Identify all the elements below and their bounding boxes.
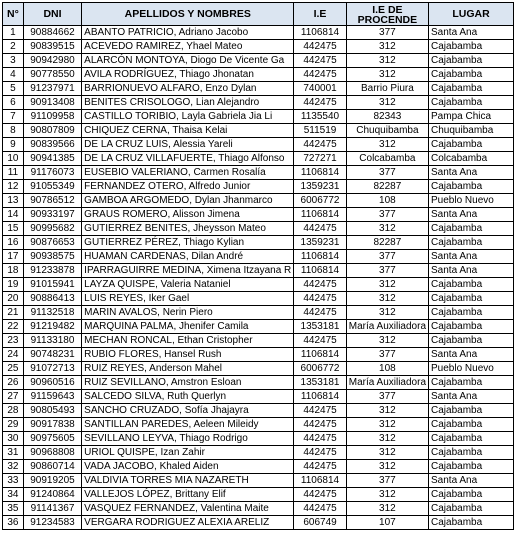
row-number-cell: 21 xyxy=(3,306,24,320)
row-number-cell: 3 xyxy=(3,54,24,68)
ie-procedencia-cell: 108 xyxy=(346,194,428,208)
name-cell: DE LA CRUZ LUIS, Alessia Yareli xyxy=(82,138,294,152)
lugar-cell: Santa Ana xyxy=(429,264,514,278)
ie-procedencia-cell: 108 xyxy=(346,362,428,376)
table-row xyxy=(3,474,514,488)
table-row xyxy=(3,124,514,138)
name-cell: VALLEJOS LÓPEZ, Brittany Elif xyxy=(82,488,294,502)
ie-procedencia-cell: 377 xyxy=(346,474,428,488)
ie-cell: 442475 xyxy=(294,96,346,110)
dni-cell: 90807809 xyxy=(23,124,81,138)
row-number-cell: 33 xyxy=(3,474,24,488)
dni-cell: 91237971 xyxy=(23,82,81,96)
dni-cell: 90938575 xyxy=(23,250,81,264)
table-row xyxy=(3,362,514,376)
lugar-cell: Cajabamba xyxy=(429,306,514,320)
name-cell: EUSEBIO VALERIANO, Carmen Rosalía xyxy=(82,166,294,180)
row-number-cell: 19 xyxy=(3,278,24,292)
header-row xyxy=(3,3,514,26)
row-number-cell: 17 xyxy=(3,250,24,264)
name-cell: GUTIERREZ BENITES, Jheysson Mateo xyxy=(82,222,294,236)
name-cell: VADA JACOBO, Khaled Aiden xyxy=(82,460,294,474)
table-row xyxy=(3,432,514,446)
ie-cell: 1106814 xyxy=(294,166,346,180)
lugar-cell: Cajabamba xyxy=(429,96,514,110)
name-cell: BARRIONUEVO ALFARO, Enzo Dylan xyxy=(82,82,294,96)
ie-procedencia-cell: 312 xyxy=(346,446,428,460)
dni-cell: 90917838 xyxy=(23,418,81,432)
table-row xyxy=(3,152,514,166)
row-number-cell: 32 xyxy=(3,460,24,474)
lugar-cell: Santa Ana xyxy=(429,208,514,222)
row-number-cell: 26 xyxy=(3,376,24,390)
ie-procedencia-cell: Barrio Piura xyxy=(346,82,428,96)
dni-cell: 91109958 xyxy=(23,110,81,124)
ie-procedencia-cell: 312 xyxy=(346,96,428,110)
name-cell: CHIQUEZ CERNA, Thaisa Kelai xyxy=(82,124,294,138)
table-row xyxy=(3,418,514,432)
ie-cell: 1106814 xyxy=(294,348,346,362)
name-cell: RUBIO FLORES, Hansel Rush xyxy=(82,348,294,362)
dni-cell: 90778550 xyxy=(23,68,81,82)
table-row xyxy=(3,488,514,502)
row-number-cell: 28 xyxy=(3,404,24,418)
ie-cell: 1359231 xyxy=(294,180,346,194)
ie-procedencia-cell: 312 xyxy=(346,138,428,152)
lugar-cell: Cajabamba xyxy=(429,334,514,348)
row-number-cell: 14 xyxy=(3,208,24,222)
name-cell: MARQUINA PALMA, Jhenifer Camila xyxy=(82,320,294,334)
ie-procedencia-cell: 377 xyxy=(346,166,428,180)
name-cell: VALDIVIA TORRES MIA NAZARETH xyxy=(82,474,294,488)
row-number-cell: 16 xyxy=(3,236,24,250)
name-cell: SANTILLAN PAREDES, Aeleen Mileidy xyxy=(82,418,294,432)
row-number-cell: 5 xyxy=(3,82,24,96)
dni-cell: 91132518 xyxy=(23,306,81,320)
table-row xyxy=(3,334,514,348)
lugar-cell: Cajabamba xyxy=(429,418,514,432)
ie-procedencia-cell: 312 xyxy=(346,334,428,348)
ie-cell: 1359231 xyxy=(294,236,346,250)
ie-cell: 511519 xyxy=(294,124,346,138)
ie-procedencia-cell: 377 xyxy=(346,26,428,40)
dni-cell: 90913408 xyxy=(23,96,81,110)
table-row xyxy=(3,82,514,96)
row-number-cell: 18 xyxy=(3,264,24,278)
ie-cell: 442475 xyxy=(294,432,346,446)
ie-procedencia-cell: 377 xyxy=(346,390,428,404)
lugar-cell: Cajabamba xyxy=(429,40,514,54)
row-number-cell: 8 xyxy=(3,124,24,138)
table-row xyxy=(3,166,514,180)
table-row xyxy=(3,222,514,236)
name-cell: CASTILLO TORIBIO, Layla Gabriela Jia Li xyxy=(82,110,294,124)
name-cell: GAMBOA ARGOMEDO, Dylan Jhanmarco xyxy=(82,194,294,208)
dni-cell: 90975605 xyxy=(23,432,81,446)
table-row xyxy=(3,54,514,68)
name-cell: RUIZ SEVILLANO, Amstron Esloan xyxy=(82,376,294,390)
name-cell: IPARRAGUIRRE MEDINA, Ximena Itzayana R xyxy=(82,264,294,278)
table-body xyxy=(3,26,514,530)
row-number-cell: 11 xyxy=(3,166,24,180)
ie-cell: 6006772 xyxy=(294,194,346,208)
name-cell: MARIN AVALOS, Nerin Piero xyxy=(82,306,294,320)
ie-cell: 740001 xyxy=(294,82,346,96)
name-cell: LUIS REYES, Iker Gael xyxy=(82,292,294,306)
table-row xyxy=(3,292,514,306)
name-cell: ABANTO PATRICIO, Adriano Jacobo xyxy=(82,26,294,40)
lugar-cell: Cajabamba xyxy=(429,292,514,306)
row-number-cell: 25 xyxy=(3,362,24,376)
lugar-cell: Cajabamba xyxy=(429,54,514,68)
name-cell: BENITES CRISOLOGO, Lian Alejandro xyxy=(82,96,294,110)
ie-cell: 442475 xyxy=(294,222,346,236)
ie-procedencia-cell: 82287 xyxy=(346,236,428,250)
ie-procedencia-cell: 377 xyxy=(346,250,428,264)
student-table xyxy=(2,2,514,530)
ie-procedencia-cell: 312 xyxy=(346,488,428,502)
lugar-cell: Pampa Chica xyxy=(429,110,514,124)
lugar-cell: Cajabamba xyxy=(429,516,514,530)
header-lugar: LUGAR xyxy=(429,3,514,26)
dni-cell: 90960516 xyxy=(23,376,81,390)
table-row xyxy=(3,236,514,250)
table-row xyxy=(3,110,514,124)
ie-cell: 1106814 xyxy=(294,26,346,40)
dni-cell: 90968808 xyxy=(23,446,81,460)
lugar-cell: Chuquibamba xyxy=(429,124,514,138)
table-row xyxy=(3,446,514,460)
ie-cell: 442475 xyxy=(294,460,346,474)
name-cell: URIOL QUISPE, Izan Zahir xyxy=(82,446,294,460)
dni-cell: 90995682 xyxy=(23,222,81,236)
dni-cell: 90941385 xyxy=(23,152,81,166)
table-row xyxy=(3,502,514,516)
lugar-cell: Pueblo Nuevo xyxy=(429,194,514,208)
ie-cell: 442475 xyxy=(294,68,346,82)
ie-procedencia-cell: Colcabamba xyxy=(346,152,428,166)
ie-cell: 1106814 xyxy=(294,390,346,404)
lugar-cell: Colcabamba xyxy=(429,152,514,166)
name-cell: FERNANDEZ OTERO, Alfredo Junior xyxy=(82,180,294,194)
row-number-cell: 22 xyxy=(3,320,24,334)
ie-procedencia-cell: 82343 xyxy=(346,110,428,124)
ie-cell: 1353181 xyxy=(294,320,346,334)
ie-cell: 1106814 xyxy=(294,474,346,488)
ie-procedencia-cell: 312 xyxy=(346,278,428,292)
lugar-cell: Cajabamba xyxy=(429,236,514,250)
lugar-cell: Cajabamba xyxy=(429,180,514,194)
header-ie: I.E xyxy=(294,3,346,26)
table-row xyxy=(3,180,514,194)
ie-procedencia-cell: 312 xyxy=(346,460,428,474)
ie-procedencia-cell: 312 xyxy=(346,502,428,516)
ie-procedencia-cell: 312 xyxy=(346,54,428,68)
dni-cell: 90884662 xyxy=(23,26,81,40)
table-row xyxy=(3,264,514,278)
lugar-cell: Santa Ana xyxy=(429,250,514,264)
dni-cell: 91176073 xyxy=(23,166,81,180)
lugar-cell: Santa Ana xyxy=(429,474,514,488)
dni-cell: 91234583 xyxy=(23,516,81,530)
ie-cell: 1353181 xyxy=(294,376,346,390)
name-cell: RUIZ REYES, Anderson Mahel xyxy=(82,362,294,376)
header-ie-procedencia: I.E DE PROCENDE xyxy=(346,3,428,26)
ie-procedencia-cell: 312 xyxy=(346,68,428,82)
dni-cell: 90933197 xyxy=(23,208,81,222)
ie-procedencia-cell: 312 xyxy=(346,222,428,236)
name-cell: MECHAN RONCAL, Ethan Cristopher xyxy=(82,334,294,348)
ie-procedencia-cell: 312 xyxy=(346,432,428,446)
table-row xyxy=(3,250,514,264)
table-row xyxy=(3,138,514,152)
row-number-cell: 20 xyxy=(3,292,24,306)
row-number-cell: 35 xyxy=(3,502,24,516)
lugar-cell: Cajabamba xyxy=(429,278,514,292)
name-cell: VERGARA RODRIGUEZ ALEXIA ARELIZ xyxy=(82,516,294,530)
name-cell: AVILA RODRÍGUEZ, Thiago Jhonatan xyxy=(82,68,294,82)
row-number-cell: 2 xyxy=(3,40,24,54)
dni-cell: 90839566 xyxy=(23,138,81,152)
lugar-cell: Cajabamba xyxy=(429,138,514,152)
ie-procedencia-cell: 107 xyxy=(346,516,428,530)
ie-cell: 6006772 xyxy=(294,362,346,376)
ie-procedencia-cell: 82287 xyxy=(346,180,428,194)
dni-cell: 91072713 xyxy=(23,362,81,376)
row-number-cell: 24 xyxy=(3,348,24,362)
dni-cell: 90942980 xyxy=(23,54,81,68)
lugar-cell: Cajabamba xyxy=(429,502,514,516)
row-number-cell: 6 xyxy=(3,96,24,110)
ie-cell: 727271 xyxy=(294,152,346,166)
ie-cell: 442475 xyxy=(294,488,346,502)
ie-procedencia-cell: 312 xyxy=(346,306,428,320)
ie-cell: 442475 xyxy=(294,334,346,348)
row-number-cell: 36 xyxy=(3,516,24,530)
ie-cell: 442475 xyxy=(294,306,346,320)
ie-cell: 442475 xyxy=(294,446,346,460)
dni-cell: 91015941 xyxy=(23,278,81,292)
table-row xyxy=(3,306,514,320)
row-number-cell: 27 xyxy=(3,390,24,404)
table-row xyxy=(3,208,514,222)
lugar-cell: Cajabamba xyxy=(429,376,514,390)
ie-procedencia-cell: María Auxiliadora xyxy=(346,376,428,390)
ie-procedencia-cell: 377 xyxy=(346,208,428,222)
row-number-cell: 30 xyxy=(3,432,24,446)
dni-cell: 90876653 xyxy=(23,236,81,250)
dni-cell: 91133180 xyxy=(23,334,81,348)
dni-cell: 90805493 xyxy=(23,404,81,418)
name-cell: VASQUEZ FERNANDEZ, Valentina Maite xyxy=(82,502,294,516)
table-row xyxy=(3,390,514,404)
header-name: APELLIDOS Y NOMBRES xyxy=(82,3,294,26)
table-row xyxy=(3,40,514,54)
dni-cell: 91141367 xyxy=(23,502,81,516)
table-row xyxy=(3,68,514,82)
name-cell: SALCEDO SILVA, Ruth Querlyn xyxy=(82,390,294,404)
ie-cell: 442475 xyxy=(294,418,346,432)
name-cell: SEVILLANO LEYVA, Thiago Rodrigo xyxy=(82,432,294,446)
header-dni: DNI xyxy=(23,3,81,26)
name-cell: ACEVEDO RAMIREZ, Yhael Mateo xyxy=(82,40,294,54)
row-number-cell: 7 xyxy=(3,110,24,124)
table-row xyxy=(3,278,514,292)
lugar-cell: Cajabamba xyxy=(429,222,514,236)
ie-cell: 442475 xyxy=(294,404,346,418)
ie-cell: 442475 xyxy=(294,54,346,68)
dni-cell: 90919205 xyxy=(23,474,81,488)
dni-cell: 91159643 xyxy=(23,390,81,404)
ie-procedencia-cell: 312 xyxy=(346,40,428,54)
row-number-cell: 15 xyxy=(3,222,24,236)
row-number-cell: 4 xyxy=(3,68,24,82)
lugar-cell: Cajabamba xyxy=(429,432,514,446)
table-row xyxy=(3,516,514,530)
name-cell: LAYZA QUISPE, Valeria Nataniel xyxy=(82,278,294,292)
lugar-cell: Cajabamba xyxy=(429,446,514,460)
ie-procedencia-cell: 312 xyxy=(346,292,428,306)
dni-cell: 90839515 xyxy=(23,40,81,54)
table-row xyxy=(3,320,514,334)
table-row xyxy=(3,194,514,208)
row-number-cell: 10 xyxy=(3,152,24,166)
table-row xyxy=(3,348,514,362)
lugar-cell: Santa Ana xyxy=(429,166,514,180)
ie-cell: 1106814 xyxy=(294,264,346,278)
lugar-cell: Cajabamba xyxy=(429,460,514,474)
lugar-cell: Cajabamba xyxy=(429,82,514,96)
ie-procedencia-cell: 377 xyxy=(346,348,428,362)
name-cell: GRAUS ROMERO, Alisson Jimena xyxy=(82,208,294,222)
lugar-cell: Santa Ana xyxy=(429,390,514,404)
ie-cell: 1135540 xyxy=(294,110,346,124)
ie-cell: 442475 xyxy=(294,292,346,306)
dni-cell: 90748231 xyxy=(23,348,81,362)
name-cell: DE LA CRUZ VILLAFUERTE, Thiago Alfonso xyxy=(82,152,294,166)
row-number-cell: 29 xyxy=(3,418,24,432)
lugar-cell: Pueblo Nuevo xyxy=(429,362,514,376)
name-cell: HUAMAN CARDENAS, Dilan André xyxy=(82,250,294,264)
ie-procedencia-cell: 312 xyxy=(346,418,428,432)
dni-cell: 91240864 xyxy=(23,488,81,502)
ie-procedencia-cell: 377 xyxy=(346,264,428,278)
table-row xyxy=(3,404,514,418)
row-number-cell: 13 xyxy=(3,194,24,208)
table-row xyxy=(3,460,514,474)
ie-cell: 442475 xyxy=(294,502,346,516)
header-number: N° xyxy=(3,3,24,26)
ie-procedencia-cell: Chuquibamba xyxy=(346,124,428,138)
dni-cell: 91055349 xyxy=(23,180,81,194)
lugar-cell: Cajabamba xyxy=(429,68,514,82)
row-number-cell: 12 xyxy=(3,180,24,194)
ie-cell: 1106814 xyxy=(294,208,346,222)
ie-cell: 442475 xyxy=(294,40,346,54)
ie-cell: 606749 xyxy=(294,516,346,530)
lugar-cell: Santa Ana xyxy=(429,26,514,40)
name-cell: GUTIERREZ PÉREZ, Thiago Kylian xyxy=(82,236,294,250)
row-number-cell: 23 xyxy=(3,334,24,348)
ie-procedencia-cell: María Auxiliadora xyxy=(346,320,428,334)
name-cell: SANCHO CRUZADO, Sofía Jhajayra xyxy=(82,404,294,418)
dni-cell: 90860714 xyxy=(23,460,81,474)
lugar-cell: Santa Ana xyxy=(429,348,514,362)
lugar-cell: Cajabamba xyxy=(429,404,514,418)
table-row xyxy=(3,376,514,390)
dni-cell: 90786512 xyxy=(23,194,81,208)
ie-cell: 442475 xyxy=(294,138,346,152)
dni-cell: 91219482 xyxy=(23,320,81,334)
row-number-cell: 31 xyxy=(3,446,24,460)
lugar-cell: Cajabamba xyxy=(429,320,514,334)
table-row xyxy=(3,26,514,40)
table-row xyxy=(3,96,514,110)
dni-cell: 91233878 xyxy=(23,264,81,278)
row-number-cell: 34 xyxy=(3,488,24,502)
name-cell: ALARCÓN MONTOYA, Diogo De Vicente Ga xyxy=(82,54,294,68)
lugar-cell: Cajabamba xyxy=(429,488,514,502)
ie-cell: 442475 xyxy=(294,278,346,292)
row-number-cell: 9 xyxy=(3,138,24,152)
row-number-cell: 1 xyxy=(3,26,24,40)
dni-cell: 90886413 xyxy=(23,292,81,306)
ie-procedencia-cell: 312 xyxy=(346,404,428,418)
ie-cell: 1106814 xyxy=(294,250,346,264)
